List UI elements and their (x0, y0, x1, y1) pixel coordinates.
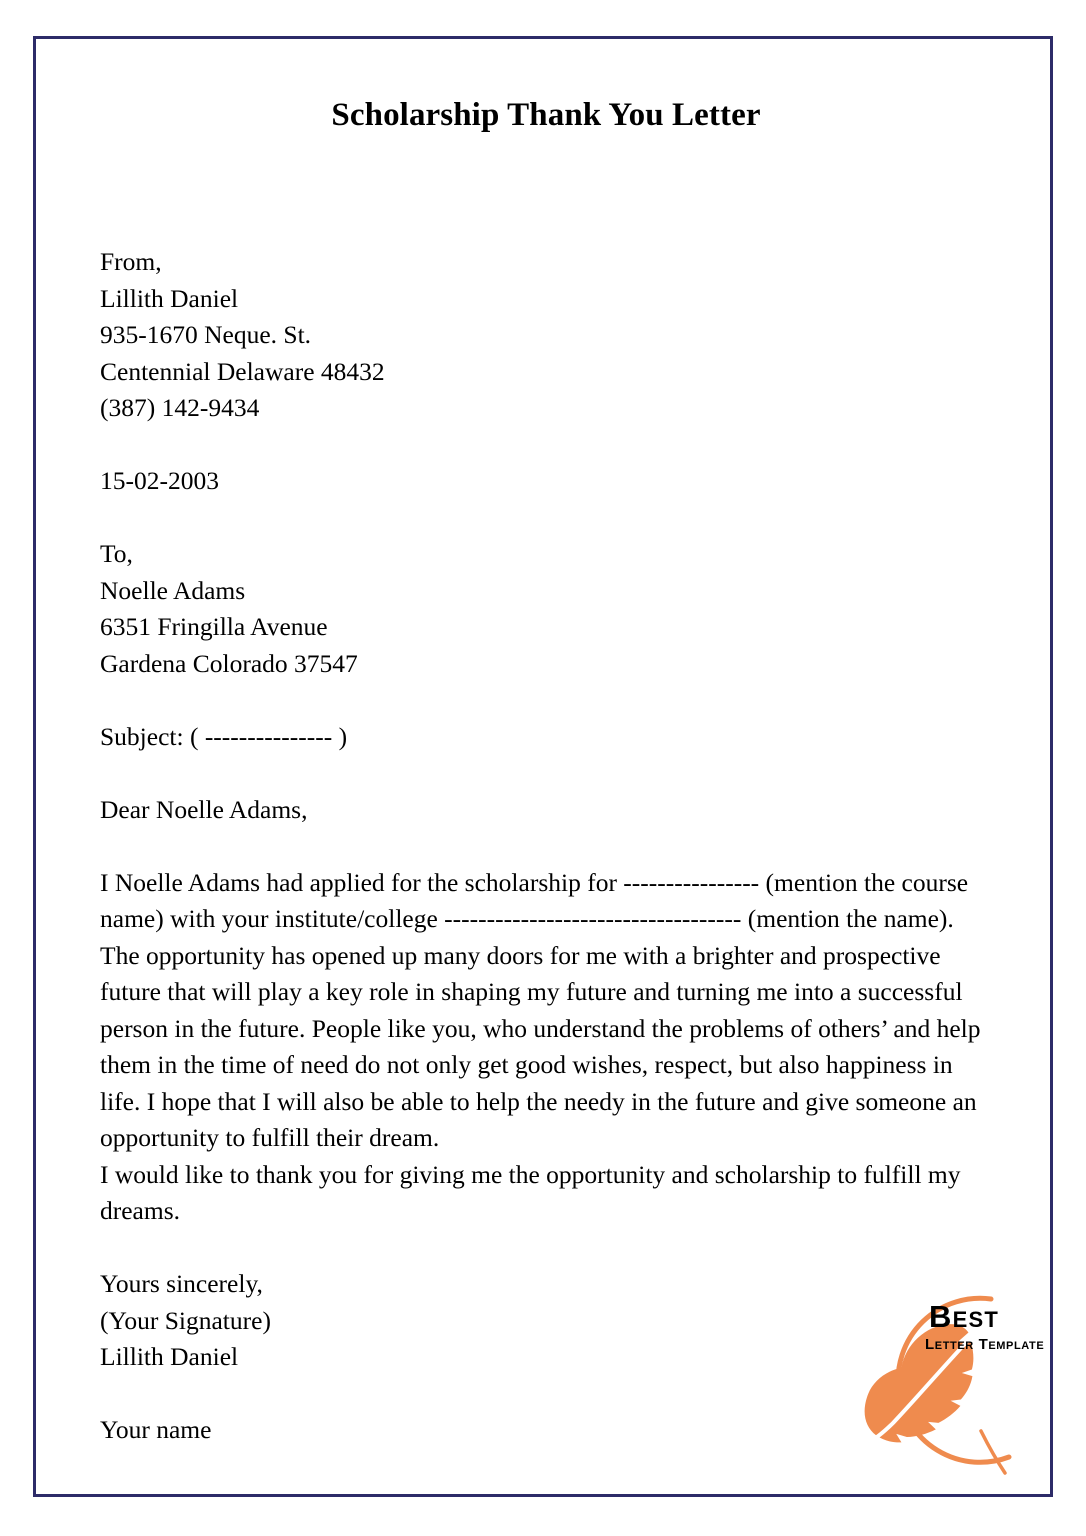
logo-tagline-text: Letter Template (925, 1336, 1045, 1353)
sender-name: Lillith Daniel (100, 283, 239, 313)
salutation: Dear Noelle Adams, (100, 794, 308, 824)
subject-block (100, 719, 985, 756)
spacer-after-closing (100, 1376, 985, 1413)
spacer-after-sender (100, 427, 985, 464)
logo-brand-text: Best (929, 1299, 999, 1334)
spacer-after-subject (100, 755, 985, 792)
sender-city-state-zip: Centennial Delaware 48432 (100, 356, 385, 386)
spacer-after-body (100, 1230, 985, 1267)
sender-address-block (100, 244, 985, 427)
closing-block (100, 1266, 985, 1376)
sender-street: 935-1670 Neque. St. (100, 320, 312, 349)
salutation-block (100, 792, 985, 829)
body-paragraph-1: I Noelle Adams had applied for the scholarship for ---------------- (mention the course name) with your institute/college ----------------------------------- (mention the name). The opportunity has opened up many doors for me with a brighter and prospective future that will play a key role in shaping my future and turning me into a successful person in the future. People like you, who understand the problems of others’ and help them in the time of need do not only get good wishes, respect, but also happiness in life. I hope that I will also be able to help the needy in the future and give someone an opportunity to fulfill their dream. (100, 867, 981, 1152)
recipient-to-label: To, (100, 539, 133, 568)
spacer-after-salutation (100, 828, 985, 865)
signature-placeholder: (Your Signature) (100, 1305, 271, 1335)
recipient-city-state-zip: Gardena Colorado 37547 (100, 648, 358, 678)
your-name-placeholder: Your name (100, 1415, 212, 1444)
spacer-after-date (100, 500, 985, 537)
recipient-address-block (100, 536, 985, 682)
page-title: Scholarship Thank You Letter (331, 97, 761, 133)
letter-date: 15-02-2003 (100, 466, 219, 495)
letter-date-block (100, 463, 985, 500)
your-name-block (100, 1412, 985, 1449)
spacer-after-recipient (100, 682, 985, 719)
signer-name: Lillith Daniel (100, 1342, 239, 1371)
recipient-street: 6351 Fringilla Avenue (100, 612, 328, 641)
valediction: Yours sincerely, (100, 1269, 263, 1298)
best-letter-template-logo (863, 1281, 1053, 1496)
letter-border-frame (33, 36, 1053, 1497)
letter-body (100, 244, 985, 1449)
sender-phone: (387) 142-9434 (100, 393, 260, 422)
subject-line: Subject: ( --------------- ) (100, 721, 348, 751)
feather-nib (981, 1431, 1005, 1473)
sender-from-label: From, (100, 247, 162, 276)
recipient-name: Noelle Adams (100, 575, 246, 605)
body-paragraph-2: I would like to thank you for giving me the opportunity and scholarship to fulfill my dreams. (100, 1159, 961, 1225)
